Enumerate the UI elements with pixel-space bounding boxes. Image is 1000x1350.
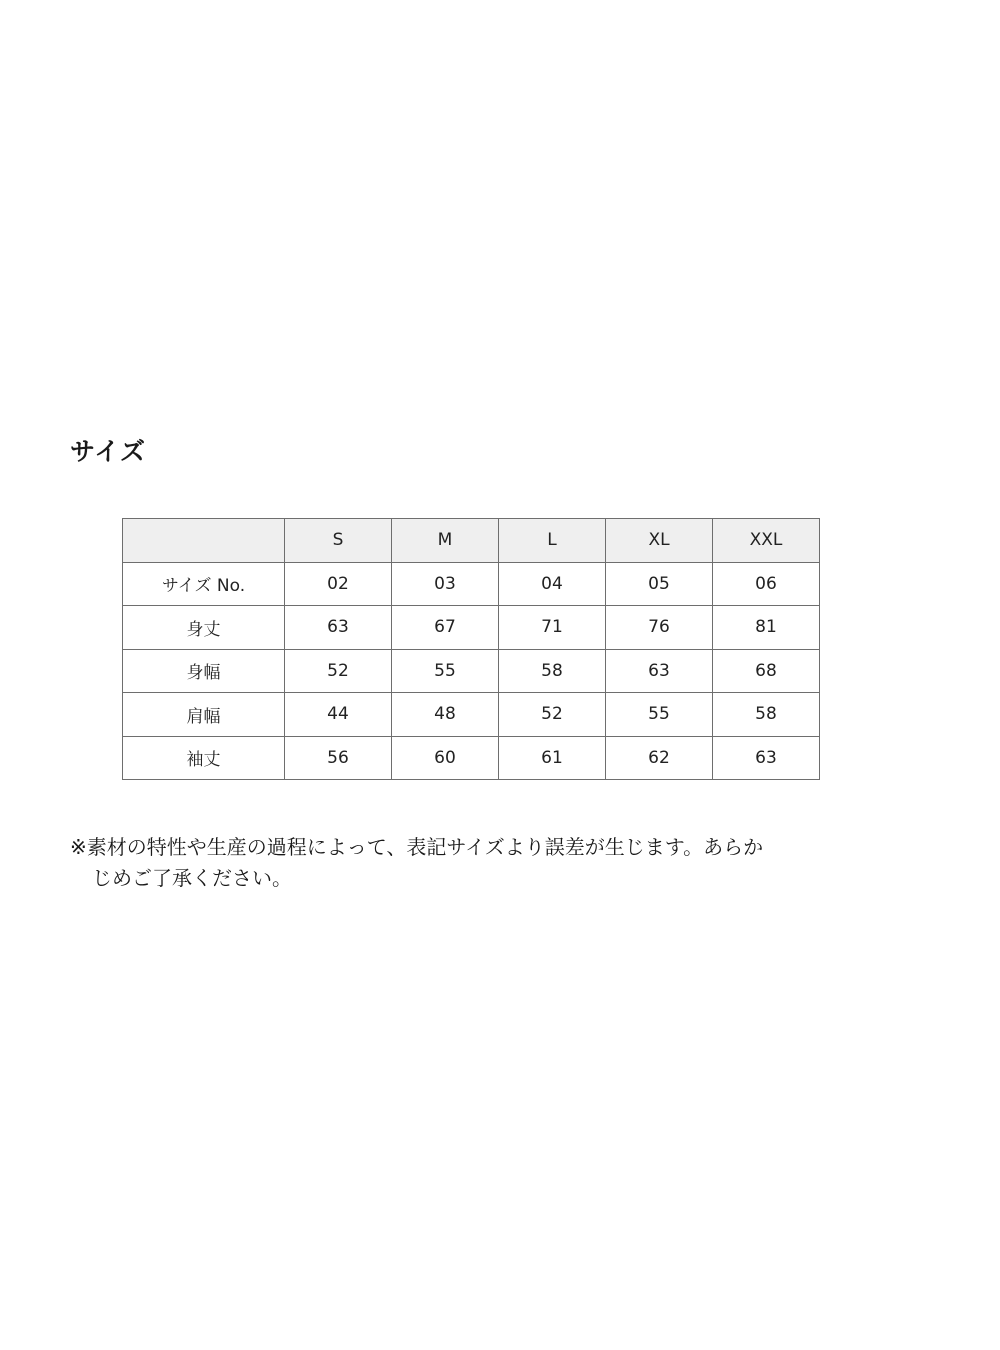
header-cell-blank	[123, 519, 285, 563]
table-cell: 02	[285, 562, 392, 606]
table-cell: 81	[713, 606, 820, 650]
table-cell: 60	[392, 736, 499, 780]
page-title: サイズ	[70, 437, 147, 466]
table-cell: 58	[713, 693, 820, 737]
size-note	[70, 832, 870, 894]
row-label: 身幅	[123, 649, 285, 693]
note-line-2: じめご了承ください。	[92, 866, 292, 890]
table-row	[123, 649, 820, 693]
table-cell: 63	[285, 606, 392, 650]
row-label: 身丈	[123, 606, 285, 650]
header-cell-l: L	[499, 519, 606, 563]
table-cell: 44	[285, 693, 392, 737]
table-row	[123, 736, 820, 780]
table-cell: 06	[713, 562, 820, 606]
table-cell: 62	[606, 736, 713, 780]
table-cell: 55	[606, 693, 713, 737]
table-cell: 55	[392, 649, 499, 693]
header-cell-xl: XL	[606, 519, 713, 563]
row-label: 肩幅	[123, 693, 285, 737]
table-cell: 52	[285, 649, 392, 693]
row-label: 袖丈	[123, 736, 285, 780]
table-cell: 05	[606, 562, 713, 606]
table-cell: 71	[499, 606, 606, 650]
table-row	[123, 562, 820, 606]
table-cell: 61	[499, 736, 606, 780]
note-line-1: ※素材の特性や生産の過程によって、表記サイズより誤差が生じます。あらか	[70, 835, 764, 859]
table-row	[123, 693, 820, 737]
header-cell-s: S	[285, 519, 392, 563]
table-cell: 56	[285, 736, 392, 780]
table-cell: 67	[392, 606, 499, 650]
table-cell: 03	[392, 562, 499, 606]
table-cell: 58	[499, 649, 606, 693]
row-label: サイズ No.	[123, 562, 285, 606]
table-cell: 04	[499, 562, 606, 606]
table-cell: 52	[499, 693, 606, 737]
table-cell: 68	[713, 649, 820, 693]
table-cell: 63	[606, 649, 713, 693]
table-cell: 48	[392, 693, 499, 737]
header-cell-m: M	[392, 519, 499, 563]
header-cell-xxl: XXL	[713, 519, 820, 563]
table-header-row	[123, 519, 820, 563]
size-table	[122, 518, 820, 780]
table-cell: 76	[606, 606, 713, 650]
table-cell: 63	[713, 736, 820, 780]
table-row	[123, 606, 820, 650]
